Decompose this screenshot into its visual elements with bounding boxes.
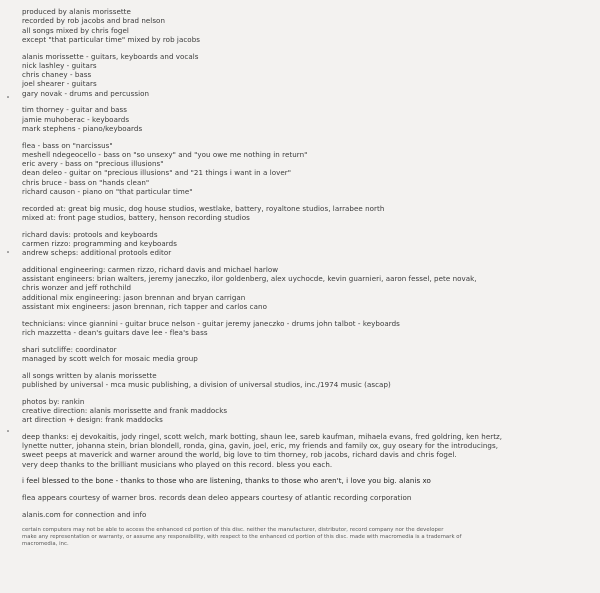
credit-line: i feel blessed to the bone - thanks to those who are listening, thanks to those who aren't, i love you big. alanis xo [22, 476, 431, 486]
credit-line: recorded by rob jacobs and brad nelson [22, 16, 165, 26]
credit-line: shari sutcliffe: coordinator [22, 344, 117, 354]
credit-line: published by universal - mca music publishing, a division of universal studios, inc./1974 music (ascap) [22, 379, 391, 389]
disclaimer-block [22, 527, 594, 548]
credit-line: creative direction: alanis morissette and frank maddocks [22, 405, 228, 415]
credit-line: sweet peeps at maverick and warner around the world, big love to tim thorney, rob jacobs, richard davis and chris fogel. [22, 450, 457, 460]
credit-block-band [22, 52, 594, 98]
credit-line: additional engineering: carmen rizzo, richard davis and michael harlow [22, 264, 279, 274]
credit-line: flea - bass on "narcissus" [22, 140, 113, 150]
credit-line: lynette nutter, johanna stein, brian blondell, ronda, gina, gavin, joel, eric, my friends and family ox, guy oseary for the introducings, [22, 441, 498, 450]
credit-block-protools [22, 230, 594, 258]
credit-line: rich mazzetta - dean's guitars dave lee - flea's bass [22, 327, 208, 337]
credit-line: tim thorney - guitar and bass [22, 105, 128, 115]
credit-line: photos by: rankin [22, 396, 85, 406]
credit-line: chris wonzer and jeff rothchild [22, 283, 132, 293]
credit-line: except "that particular time" mixed by rob jacobs [22, 34, 200, 44]
credit-block-courtesy [22, 493, 594, 502]
credit-block-management [22, 345, 594, 364]
credit-block-engineering [22, 265, 594, 311]
credit-block-technicians [22, 319, 594, 338]
credit-line: deep thanks: ej devokaitis, jody ringel, scott welch, mark botting, shaun lee, sareb kaufman, mihaela evans, fred goldring, ken hertz, [22, 431, 503, 441]
credit-block-studios [22, 204, 594, 223]
credit-line: richard causon - piano on "that particular time" [22, 186, 193, 196]
credit-block-art [22, 397, 594, 425]
credit-line: alanis morissette - guitars, keyboards and vocals [22, 51, 199, 61]
credit-line: eric avery - bass on "precious illusions" [22, 159, 164, 168]
credit-line: andrew scheps: additional protools editor [22, 248, 172, 257]
credit-line: alanis.com for connection and info [22, 509, 147, 519]
credit-block-website [22, 510, 594, 519]
disclaimer-line: make any representation or warranty, or assume any responsibility, with respect to the enhanced cd portion of this disc. made with macromedia is a trademark of [22, 533, 462, 540]
credit-line: very deep thanks to the brilliant musicians who played on this record. bless you each. [22, 459, 333, 469]
credit-block-blessed [22, 476, 594, 485]
credit-line: art direction + design: frank maddocks [22, 415, 163, 424]
disclaimer-line: certain computers may not be able to access the enhanced cd portion of this disc. neither the manufacturer, distributor, record company nor the developer [22, 526, 444, 533]
credit-block-deep-thanks [22, 432, 594, 469]
credit-line: recorded at: great big music, dog house studios, westlake, battery, royaltone studios, larrabee north [22, 203, 385, 213]
credit-line: all songs written by alanis morissette [22, 370, 157, 380]
credits-section [22, 7, 594, 519]
credit-line: joel shearer - guitars [22, 79, 97, 89]
credit-block-guest-musicians [22, 141, 594, 197]
scan-speck [7, 251, 9, 253]
scan-speck [7, 96, 9, 98]
credit-line: additional mix engineering: jason brennan and bryan carrigan [22, 292, 246, 302]
credit-line: all songs mixed by chris fogel [22, 25, 129, 35]
credit-line: assistant mix engineers: jason brennan, rich tapper and carlos cano [22, 301, 267, 311]
credit-block-publishing [22, 371, 594, 390]
credit-line: produced by alanis morissette [22, 7, 131, 16]
credit-line: managed by scott welch for mosaic media group [22, 353, 198, 363]
credit-line: richard davis: protools and keyboards [22, 229, 158, 239]
liner-notes-page [22, 7, 594, 555]
credit-line: meshell ndegeocello - bass on "so unsexy" and "you owe me nothing in return" [22, 149, 308, 159]
credit-block-production [22, 7, 594, 44]
credit-line: chris bruce - bass on "hands clean" [22, 177, 150, 187]
disclaimer-line: macromedia, inc. [22, 540, 69, 547]
credit-line: assistant engineers: brian walters, jeremy janeczko, ilor goldenberg, alex uychocde, kevin guarnieri, aaron fessel, pete novak, [22, 274, 477, 283]
credit-line: flea appears courtesy of warner bros. records dean deleo appears courtesy of atlantic recording corporation [22, 493, 412, 502]
credit-line: dean deleo - guitar on "precious illusions" and "21 things i want in a lover" [22, 168, 292, 178]
credit-line: jamie muhoberac - keyboards [22, 114, 130, 124]
credit-line: mixed at: front page studios, battery, henson recording studios [22, 212, 250, 222]
credit-line: chris chaney - bass [22, 70, 92, 79]
credit-block-additional-band [22, 105, 594, 133]
credit-line: technicians: vince giannini - guitar bruce nelson - guitar jeremy janeczko - drums john talbot - keyboards [22, 318, 400, 328]
credit-line: carmen rizzo: programming and keyboards [22, 238, 177, 248]
credit-line: mark stephens - piano/keyboards [22, 123, 143, 133]
scan-speck [7, 430, 9, 432]
credit-line: nick lashley - guitars [22, 60, 97, 70]
credit-line: gary novak - drums and percussion [22, 88, 150, 98]
